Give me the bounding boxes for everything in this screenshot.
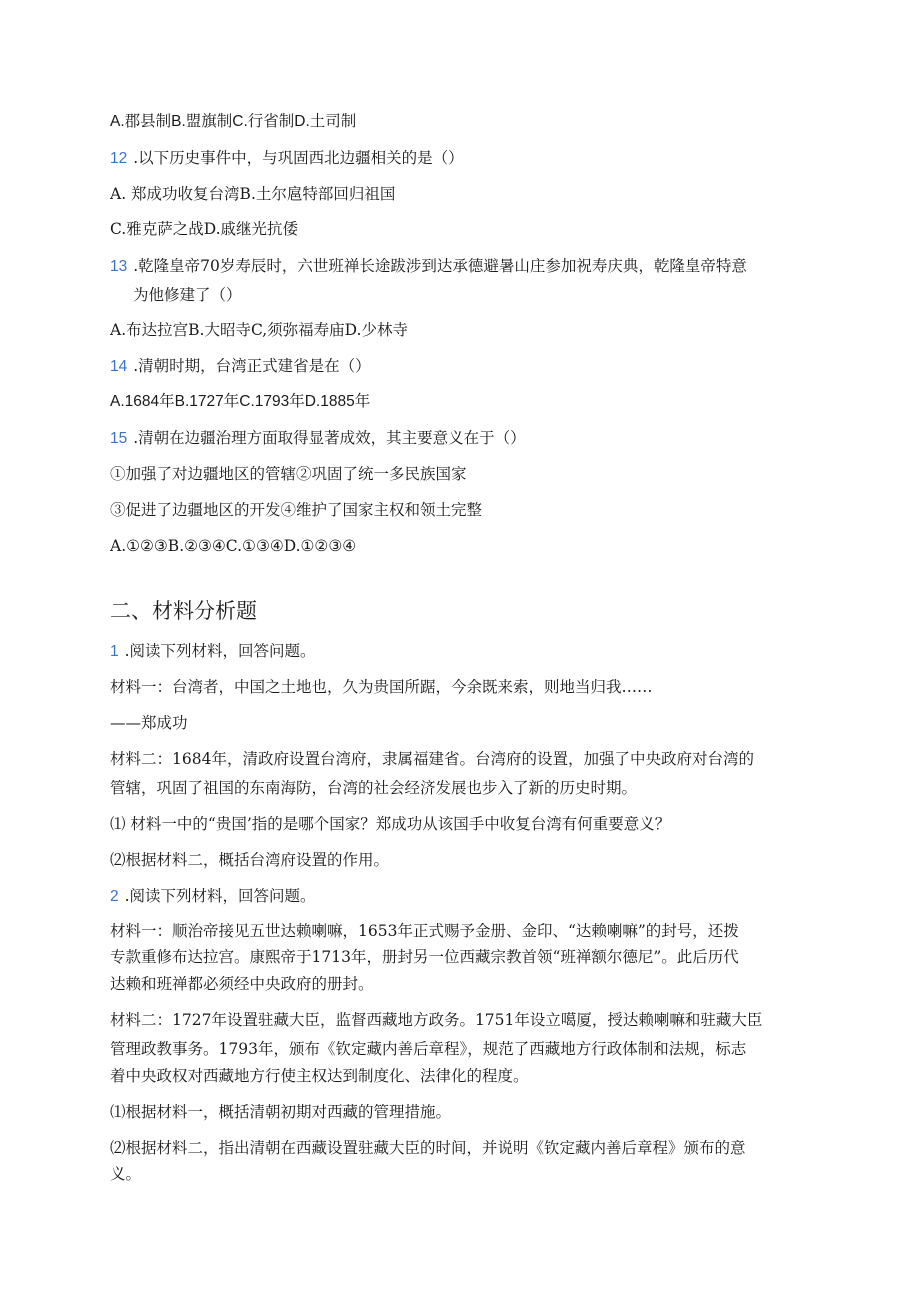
q13-options: A.布达拉宫B.大昭寺C,须弥福寿庙D.少林寺 [110, 321, 408, 339]
m2-number: 2 [110, 888, 119, 905]
m2-material-1c: 达赖和班禅都必须经中央政府的册封。 [110, 975, 374, 993]
q12-stem [110, 148, 464, 169]
m1-stem [110, 641, 316, 662]
q12-text: .以下历史事件中，与巩固西北边疆相关的是（） [133, 149, 464, 167]
m2-material-2c: 着中央政权对西藏地方行使主权达到制度化、法律化的程度。 [110, 1067, 529, 1085]
q15-options: A.①②③B.②③④C.①③④D.①②③④ [110, 537, 357, 555]
m2-material-2b: 管理政教事务。1793年，颁布《钦定藏内善后章程》，规范了西藏地方行政体制和法规，标志 [110, 1040, 747, 1058]
q14-number: 14 [110, 358, 128, 375]
q12-options-1: A. 郑成功收复台湾B.土尔扈特部回归祖国 [110, 185, 396, 203]
q14-text: .清朝时期，台湾正式建省是在（） [133, 357, 371, 375]
m1-material-2b: 管辖，巩固了祖国的东南海防，台湾的社会经济发展也步入了新的历史时期。 [110, 779, 638, 797]
m1-number: 1 [110, 643, 119, 660]
q15-line-2: ③促进了边疆地区的开发④维护了国家主权和领土完整 [110, 501, 483, 519]
q12-options-2: C.雅克萨之战D.戚继光抗倭 [110, 220, 299, 238]
m1-text: .阅读下列材料，回答问题。 [124, 642, 316, 660]
m1-material-2a: 材料二：1684年，清政府设置台湾府，隶属福建省。台湾府的设置，加强了中央政府对台湾的 [110, 750, 754, 768]
m2-text: .阅读下列材料，回答问题。 [124, 887, 316, 905]
q13-stem [110, 256, 747, 277]
m2-question-1: ⑴根据材料一，概括清朝初期对西藏的管理措施。 [110, 1103, 452, 1121]
q13-stem-2: 为他修建了（） [133, 286, 242, 304]
m1-question-1: ⑴ 材料一中的“贵国’指的是哪个国家？郑成功从该国手中收复台湾有何重要意义？ [110, 815, 671, 833]
q15-stem [110, 428, 526, 449]
q15-text: .清朝在边疆治理方面取得显著成效，其主要意义在于（） [133, 429, 526, 447]
q15-line-1: ①加强了对边疆地区的管辖②巩固了统一多民族国家 [110, 465, 467, 483]
q14-options: A.1684年B.1727年C.1793年D.1885年 [110, 393, 371, 410]
m2-material-2a: 材料二：1727年设置驻藏大臣，监督西藏地方政务。1751年设立噶厦，授达赖喇嘛和驻藏大臣 [110, 1011, 763, 1029]
m1-question-2: ⑵根据材料二，概括台湾府设置的作用。 [110, 851, 390, 869]
m2-question-2b: 义。 [110, 1165, 142, 1183]
q13-number: 13 [110, 258, 128, 275]
m2-question-2a: ⑵根据材料二，指出清朝在西藏设置驻藏大臣的时间，并说明《钦定藏内善后章程》颁布的意 [110, 1139, 746, 1157]
q13-text: .乾隆皇帝70岁寿辰时，六世班禅长途跋涉到达承德避暑山庄参加祝寿庆典，乾隆皇帝特意 [133, 257, 747, 275]
section-2-heading: 二、材料分析题 [110, 599, 257, 623]
m2-material-1b: 专款重修布达拉宫。康熙帝于1713年，册封另一位西藏宗教首领“班禅额尔德尼”。此后历代 [110, 948, 739, 966]
m2-stem [110, 886, 316, 907]
m1-material-1: 材料一：台湾者，中国之土地也，久为贵国所踞，今余既来索，则地当归我…… [110, 678, 653, 696]
q12-number: 12 [110, 150, 128, 167]
q11-options: A.郡县制B.盟旗制C.行省制D.土司制 [110, 113, 357, 130]
q15-number: 15 [110, 430, 128, 447]
m1-author: ——郑成功 [110, 714, 188, 732]
m2-material-1a: 材料一：顺治帝接见五世达赖喇嘛，1653年正式赐予金册、金印、“达赖喇嘛”的封号，还拨 [110, 922, 739, 940]
q14-stem [110, 356, 371, 377]
